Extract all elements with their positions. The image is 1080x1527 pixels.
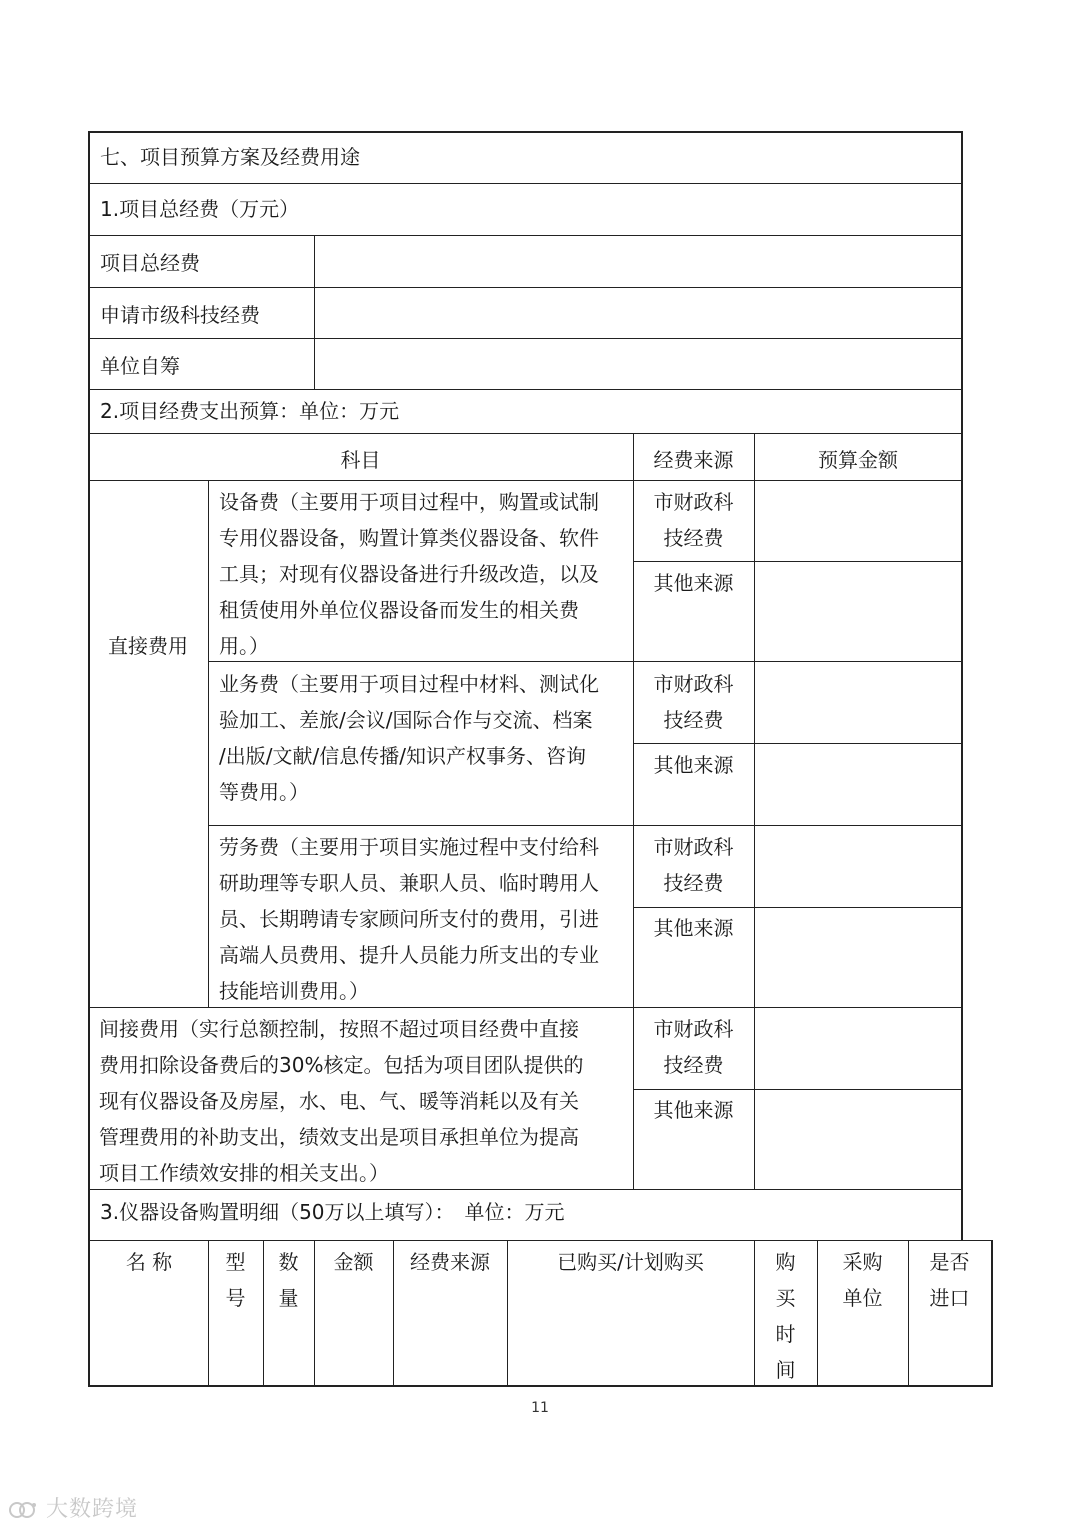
equipment-heading: 3.仪器设备购置明细（50万以上填写）： 单位：万元: [100, 1200, 565, 1224]
section-title: 七、项目预算方案及经费用途: [100, 145, 360, 169]
total-row-label: 单位自筹: [100, 354, 180, 378]
source-other: 其他来源: [653, 1098, 734, 1122]
equipment-col-purchase-time: 购 买 时 间: [775, 1250, 796, 1382]
equipment-col-model: 型 号: [225, 1250, 246, 1310]
column-header-subject: 科目: [340, 448, 381, 472]
column-header-source: 经费来源: [653, 448, 734, 472]
equipment-col-purchase-status: 已购买/计划购买: [557, 1250, 704, 1274]
equipment-col-amount: 金额: [333, 1250, 374, 1274]
total-row-value[interactable]: [326, 348, 946, 384]
source-municipal: 市财政科 技经费: [653, 1017, 734, 1077]
total-row-label: 申请市级科技经费: [100, 303, 260, 327]
equipment-col-source: 经费来源: [410, 1250, 490, 1274]
watermark-logo-icon: [8, 1499, 38, 1521]
source-municipal: 市财政科 技经费: [653, 835, 734, 895]
source-other: 其他来源: [653, 571, 734, 595]
column-header-amount: 预算金额: [818, 448, 898, 472]
total-heading: 1.项目总经费（万元）: [100, 197, 300, 221]
equipment-col-name: 名 称: [125, 1250, 173, 1274]
total-row-value[interactable]: [326, 297, 946, 333]
total-row-value[interactable]: [326, 245, 946, 281]
total-row-label: 项目总经费: [100, 251, 200, 275]
equipment-col-quantity: 数 量: [278, 1250, 299, 1310]
page-number: 11: [531, 1400, 549, 1416]
equipment-col-imported: 是否 进口: [929, 1250, 970, 1310]
equipment-col-purchasing-unit: 采购 单位: [842, 1250, 883, 1310]
source-other: 其他来源: [653, 753, 734, 777]
source-municipal: 市财政科 技经费: [653, 672, 734, 732]
direct-cost-label: 直接费用: [108, 634, 188, 658]
watermark: 大数跨境: [8, 1492, 138, 1523]
source-other: 其他来源: [653, 916, 734, 940]
source-municipal: 市财政科 技经费: [653, 490, 734, 550]
budget-heading: 2.项目经费支出预算：单位：万元: [100, 399, 400, 423]
